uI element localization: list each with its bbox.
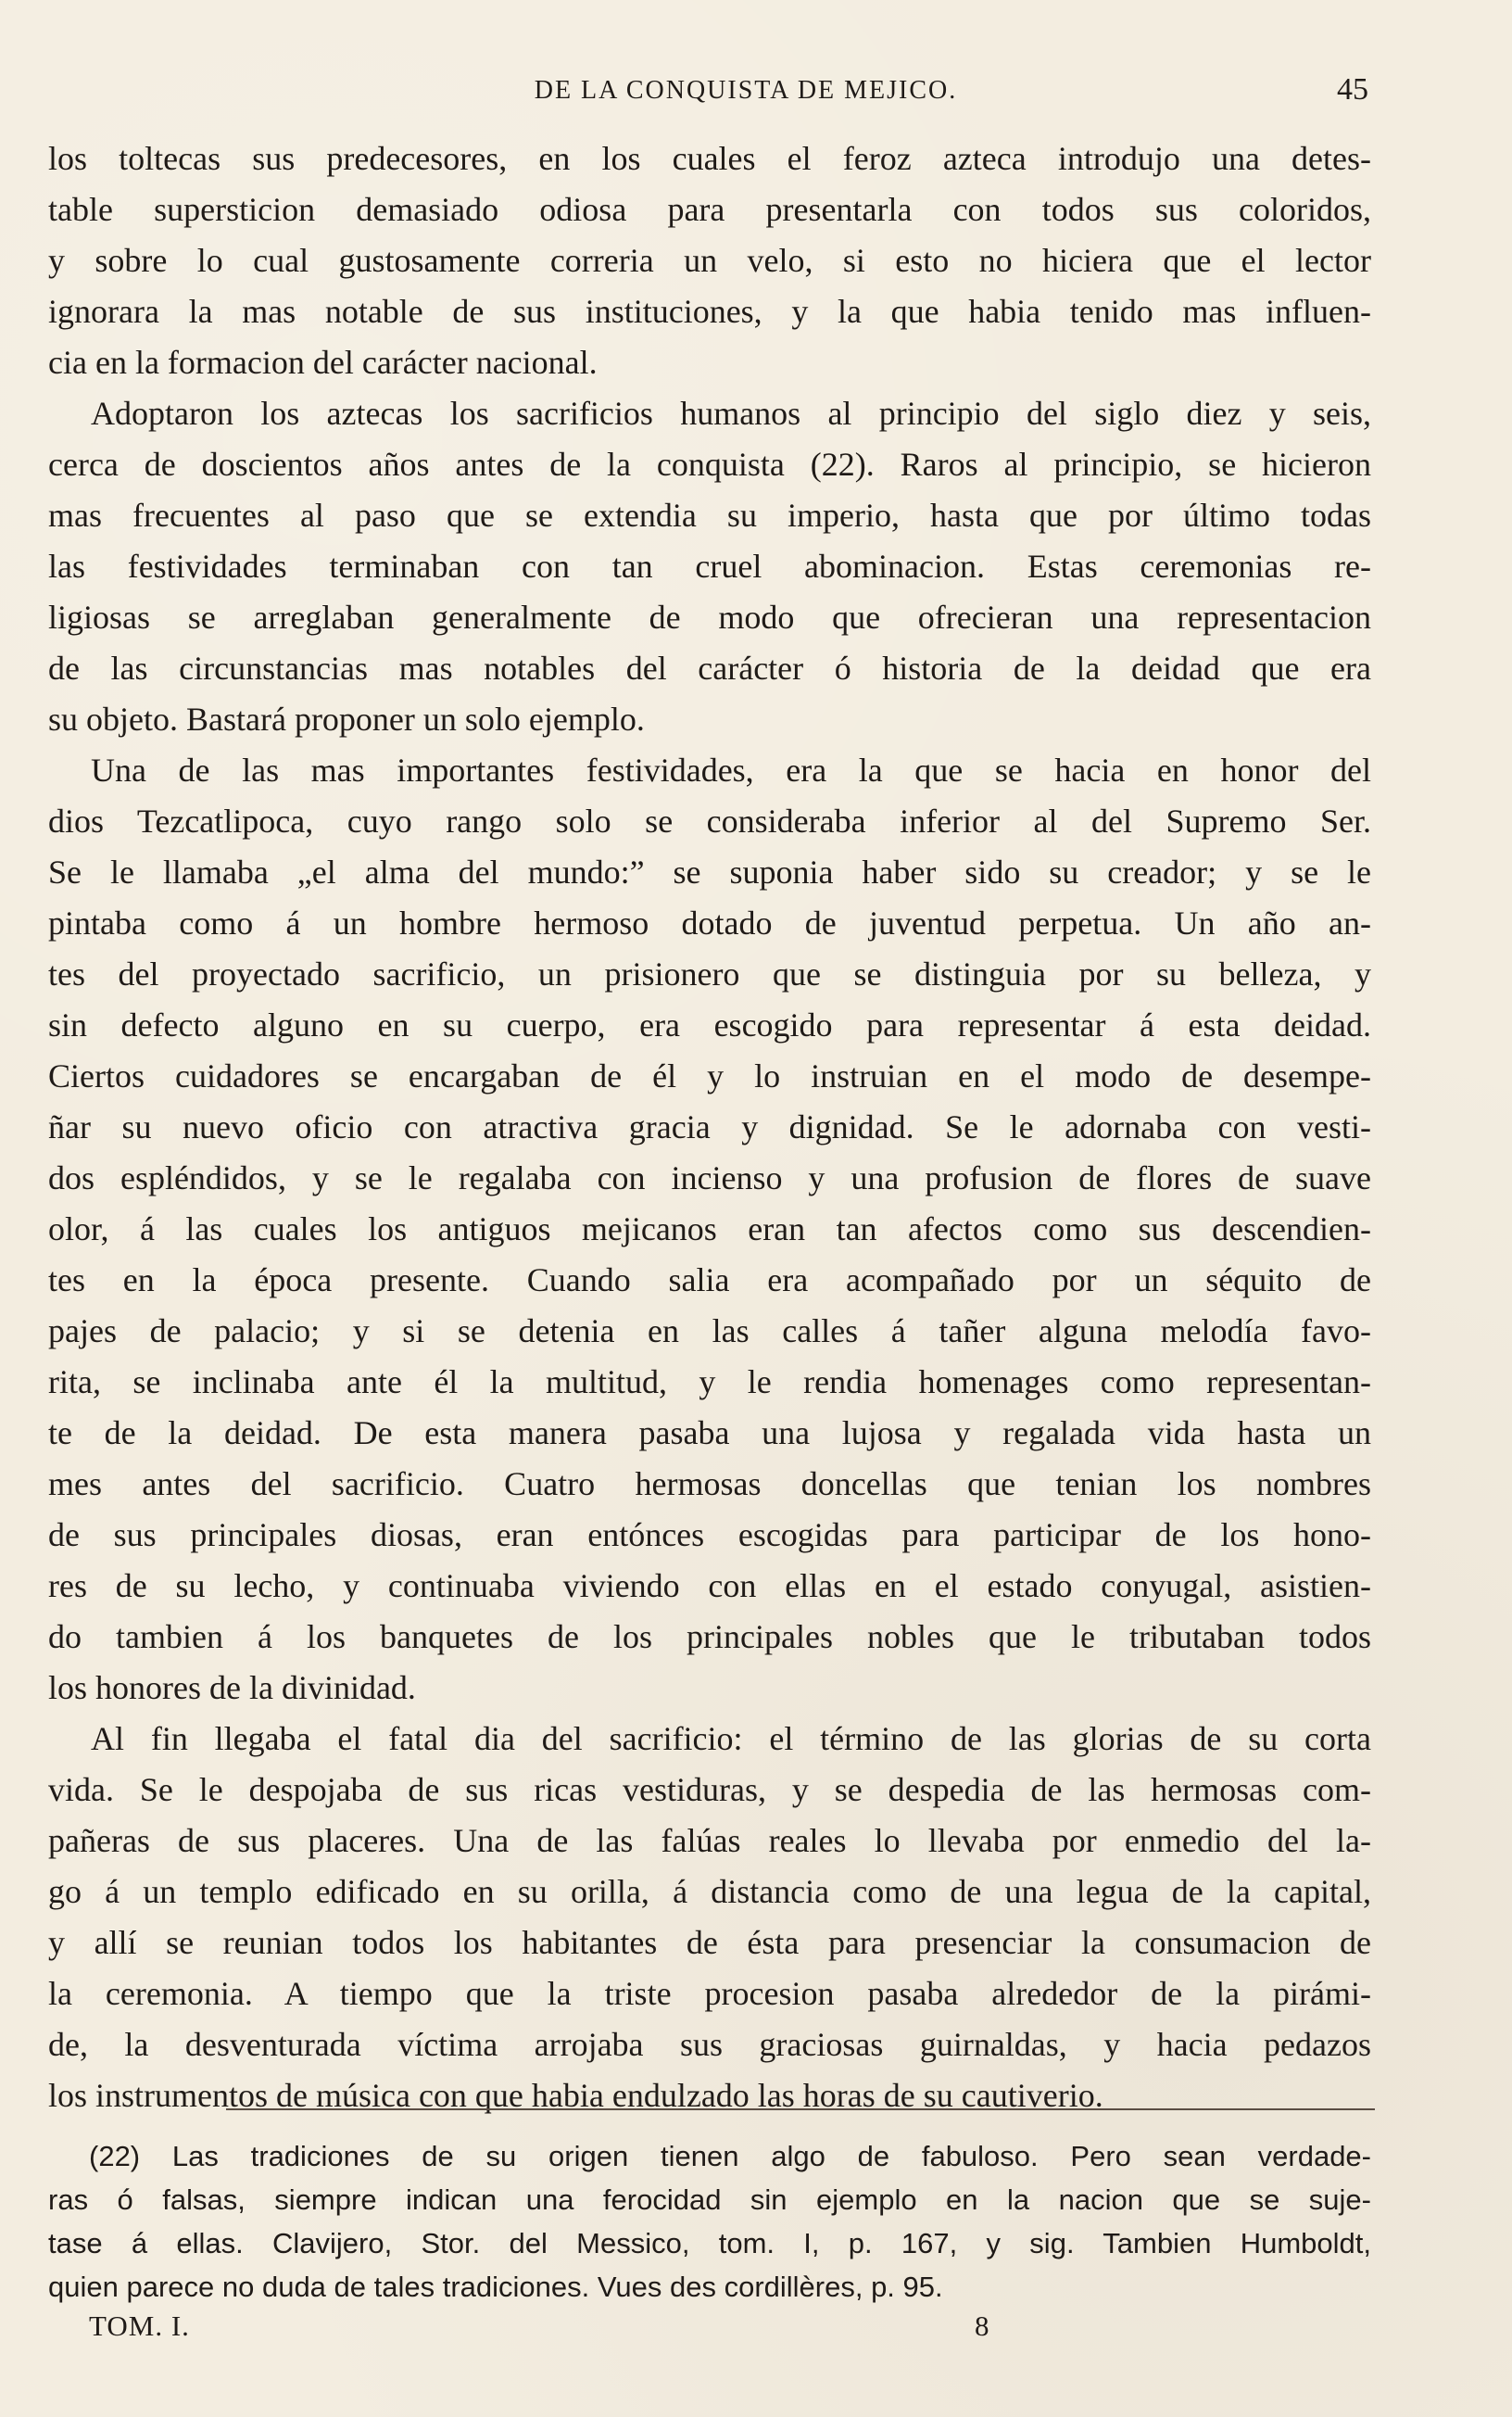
text-line: rita, se inclinaba ante él la multitud, y le rendia homenages como representan- xyxy=(48,1363,1371,1400)
text-line: mas frecuentes al paso que se extendia su imperio, hasta que por último todas xyxy=(48,497,1371,534)
text-line: res de su lecho, y continuaba viviendo con ellas en el estado conyugal, asistien- xyxy=(48,1567,1371,1604)
footnote-line: ras ó falsas, siempre indican una ferocidad sin ejemplo en la nacion que se suje- xyxy=(48,2183,1371,2216)
text-line: dios Tezcatlipoca, cuyo rango solo se consideraba inferior al del Supremo Ser. xyxy=(48,803,1371,840)
text-line: de las circunstancias mas notables del carácter ó historia de la deidad que era xyxy=(48,650,1371,687)
text-line: Ciertos cuidadores se encargaban de él y lo instruian en el modo de desempe- xyxy=(48,1057,1371,1095)
text-line: Una de las mas importantes festividades, era la que se hacia en honor del xyxy=(91,752,1371,789)
sheet-number: 8 xyxy=(975,2309,990,2342)
text-line: los honores de la divinidad. xyxy=(48,1669,416,1706)
text-line: dos espléndidos, y se le regalaba con incienso y una profusion de flores de suave xyxy=(48,1159,1371,1196)
footnote-line: tase á ellas. Clavijero, Stor. del Messico, tom. I, p. 167, y sig. Tambien Humboldt, xyxy=(48,2227,1371,2259)
text-line: tes en la época presente. Cuando salia era acompañado por un séquito de xyxy=(48,1261,1371,1298)
text-line: ignorara la mas notable de sus instituciones, y la que habia tenido mas influen- xyxy=(48,293,1371,330)
text-line: table supersticion demasiado odiosa para presentarla con todos sus coloridos, xyxy=(48,191,1371,228)
text-line: de sus principales diosas, eran entónces escogidas para participar de los hono- xyxy=(48,1516,1371,1553)
volume-label: TOM. I. xyxy=(89,2309,190,2342)
text-line: pajes de palacio; y si se detenia en las calles á tañer alguna melodía favo- xyxy=(48,1312,1371,1349)
text-line: go á un templo edificado en su orilla, á distancia como de una legua de la capital, xyxy=(48,1873,1371,1910)
text-line: las festividades terminaban con tan cruel abominacion. Estas ceremonias re- xyxy=(48,548,1371,585)
footnote-line: (22) Las tradiciones de su origen tienen algo de fabuloso. Pero sean verdade- xyxy=(89,2140,1371,2172)
text-line: te de la deidad. De esta manera pasaba una lujosa y regalada vida hasta un xyxy=(48,1414,1371,1451)
text-line: su objeto. Bastará proponer un solo ejemplo. xyxy=(48,701,645,738)
text-line: ñar su nuevo oficio con atractiva gracia y dignidad. Se le adornaba con vesti- xyxy=(48,1108,1371,1145)
text-line: sin defecto alguno en su cuerpo, era escogido para representar á esta deidad. xyxy=(48,1006,1371,1044)
text-line: cia en la formacion del carácter nacional. xyxy=(48,344,598,381)
text-line: los toltecas sus predecesores, en los cuales el feroz azteca introdujo una detes- xyxy=(48,140,1371,177)
paragraph-2 xyxy=(48,388,1371,745)
text-line: la ceremonia. A tiempo que la triste procesion pasaba alrededor de la pirámi- xyxy=(48,1975,1371,2012)
text-line: do tambien á los banquetes de los principales nobles que le tributaban todos xyxy=(48,1618,1371,1655)
signature-mark xyxy=(89,2309,1015,2356)
text-line: de, la desventurada víctima arrojaba sus graciosas guirnaldas, y hacia pedazos xyxy=(48,2026,1371,2063)
page-header xyxy=(48,72,1368,124)
text-line: olor, á las cuales los antiguos mejicanos eran tan afectos como sus descendien- xyxy=(48,1210,1371,1247)
text-line: cerca de doscientos años antes de la conquista (22). Raros al principio, se hicieron xyxy=(48,446,1371,483)
text-line: y sobre lo cual gustosamente correria un velo, si esto no hiciera que el lector xyxy=(48,242,1371,279)
page-number: 45 xyxy=(1337,72,1368,107)
paragraph-1 xyxy=(48,133,1371,388)
footnote-block xyxy=(48,2134,1371,2309)
text-line: pañeras de sus placeres. Una de las falúas reales lo llevaba por enmedio del la- xyxy=(48,1822,1371,1859)
main-text xyxy=(48,133,1371,2121)
text-line: vida. Se le despojaba de sus ricas vestiduras, y se despedia de las hermosas com- xyxy=(48,1771,1371,1808)
running-title: DE LA CONQUISTA DE MEJICO. xyxy=(534,76,958,105)
paragraph-3 xyxy=(48,745,1371,1714)
text-line: mes antes del sacrificio. Cuatro hermosas doncellas que tenian los nombres xyxy=(48,1465,1371,1502)
paragraph-4 xyxy=(48,1714,1371,2121)
text-line: ligiosas se arreglaban generalmente de modo que ofrecieran una representacion xyxy=(48,599,1371,636)
footnote-line: quien parece no duda de tales tradiciones. Vues des cordillères, p. 95. xyxy=(48,2271,943,2303)
text-line: Se le llamaba „el alma del mundo:” se suponia haber sido su creador; y se le xyxy=(48,854,1371,891)
footnote-separator xyxy=(226,2108,1375,2110)
text-line: Al fin llegaba el fatal dia del sacrificio: el término de las glorias de su corta xyxy=(91,1720,1371,1757)
text-line: pintaba como á un hombre hermoso dotado de juventud perpetua. Un año an- xyxy=(48,905,1371,942)
text-line: tes del proyectado sacrificio, un prisionero que se distinguia por su belleza, y xyxy=(48,955,1371,993)
text-line: Adoptaron los aztecas los sacrificios humanos al principio del siglo diez y seis, xyxy=(91,395,1371,432)
text-line: los instrumentos de música con que habia endulzado las horas de su cautiverio. xyxy=(48,2077,1103,2114)
text-line: y allí se reunian todos los habitantes de ésta para presenciar la consumacion de xyxy=(48,1924,1371,1961)
